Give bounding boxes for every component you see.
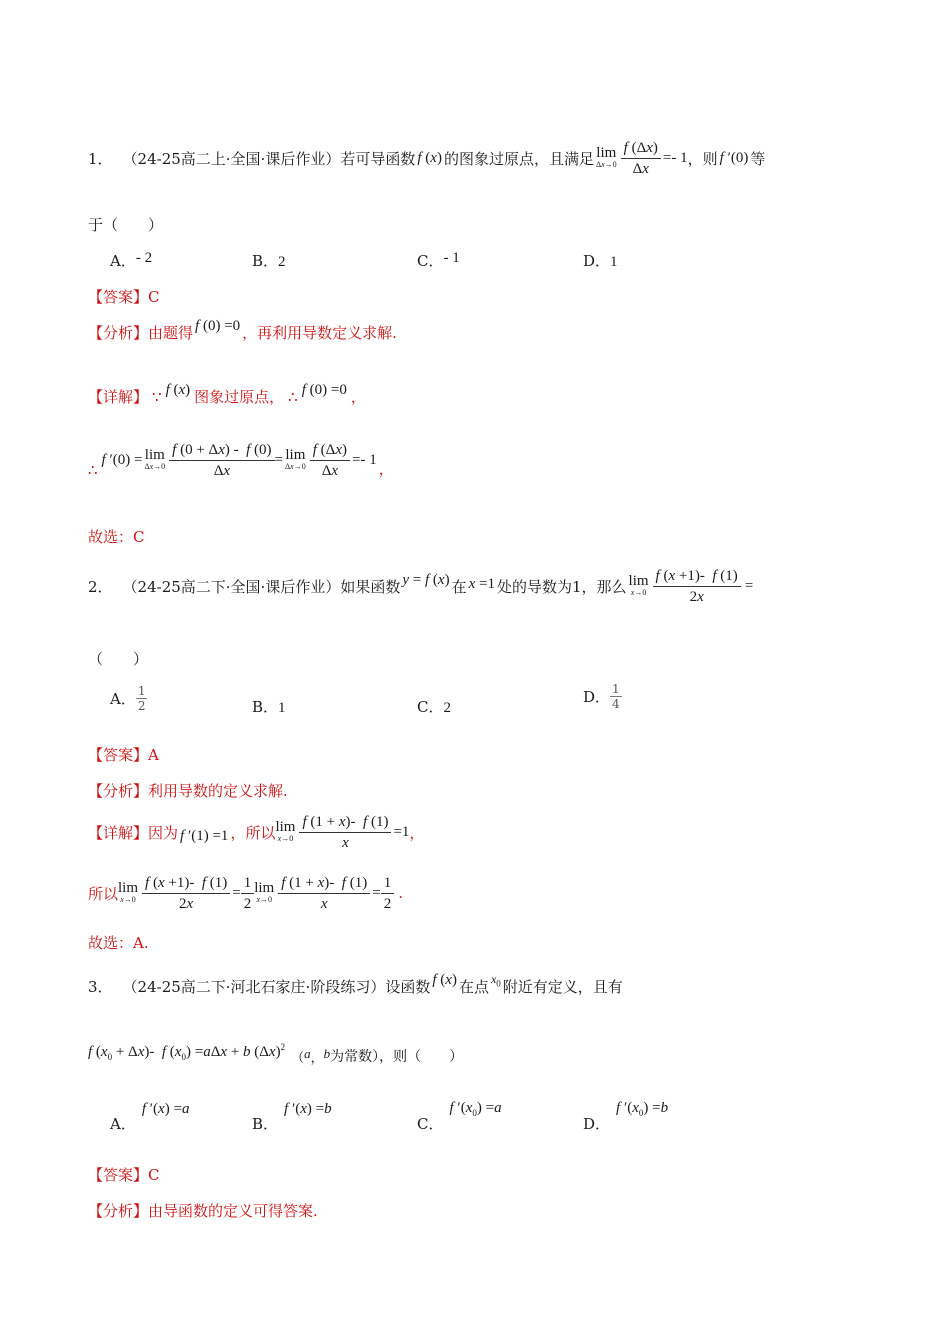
q3-option-c-formula: f $'(x_0) =a$	[449, 1100, 502, 1118]
q2-choose: 故选：A.	[88, 934, 149, 952]
q2-x-eq-1: x =1	[468, 575, 495, 592]
q1-fx-formula: f (x)	[417, 149, 442, 166]
q2-detail-limit: lim x→0 $\frac{f (1 + x)- f (1)}{x}$ =1	[275, 813, 410, 851]
q3-option-a: A． f ′(x) =a	[110, 1101, 190, 1133]
q3-stem: 3． （24-25高二下·河北石家庄·阶段练习） 设函数 f (x) 在点 $x_0$ 附近有定义，且有	[88, 971, 623, 996]
q2-derivation-formula: lim x→0 $\frac{f (x +1)- f (1)}{2x}$ = $\frac{1}{2}$ lim x→0 $\frac{f (1 + x)- f (1)}{x}$ = $\frac{1}{2}$	[118, 874, 394, 913]
q2-stem-line2: （ ）	[88, 650, 149, 668]
q2-option-a-fraction: $\frac{1}{2}$	[137, 684, 146, 713]
q1-stem-line2: 于（ ）	[88, 216, 164, 234]
q3-option-b-formula: f ′(x) =b	[284, 1101, 332, 1117]
q2-option-d: D． $\frac{1}{4}$	[583, 682, 620, 711]
q3-analysis: 【分析】由导函数的定义可得答案.	[88, 1202, 318, 1220]
q2-option-a: A． $\frac{1}{2}$	[110, 684, 146, 713]
q1-option-d: D．1	[583, 252, 618, 270]
q2-analysis: 【分析】利用导数的定义求解.	[88, 782, 288, 800]
q1-detail-f0: f (0) =0	[301, 382, 347, 398]
q1-stem: 1． （24-25高二上·全国·课后作业） 若可导函数 f (x) 的图象过原点，且满足 lim Δx→0 $\frac{f (\Delta x)}{\Delta x}$ =- 1 ，则 f ′(0) 等	[88, 139, 766, 177]
q2-detail-fprime1: f ′(1) =1	[180, 827, 229, 844]
q2-limit-formula: lim x→0 $\frac{f (x +1)- f (1)}{2x}$ =	[628, 567, 754, 605]
q2-answer: 【答案】A	[88, 746, 159, 764]
q1-answer: 【答案】C	[88, 288, 160, 306]
q1-detail-line2: ∴ f ′(0) = lim Δx→0 $\frac{f (0 + \Delta x) - f (0)}{\Delta x}$ = lim Δx→0 $\frac{f (\Delta x)}{\Delta x}$ =- 1 ，	[88, 441, 394, 479]
q3-option-d-formula: f $'(x_0) =b$	[616, 1100, 669, 1118]
q2-number: 2．	[88, 577, 113, 596]
q3-answer: 【答案】C	[88, 1166, 160, 1184]
q2-option-c: C．2	[417, 698, 451, 716]
q1-limit-formula: lim Δx→0 $\frac{f (\Delta x)}{\Delta x}$ =- 1	[595, 139, 688, 177]
q3-option-d: D． f $'(x_0) =b$	[583, 1100, 669, 1133]
q3-option-c: C． f $'(x_0) =a$	[417, 1100, 502, 1133]
q1-analysis: 【分析】 由题得 f (0) =0 ，再利用导数定义求解.	[88, 318, 397, 342]
q1-source: （24-25高二上·全国·课后作业）	[122, 149, 341, 168]
q1-detail: 【详解】 ∵ f (x) 图象过原点， ∴ f (0) =0 ，	[88, 382, 366, 406]
q2-detail-line2: 所以 lim x→0 $\frac{f (x +1)- f (1)}{2x}$ = $\frac{1}{2}$ lim x→0 $\frac{f (1 + x)- f (1)}{x}$ = $\frac{1}{2}$ .	[88, 874, 403, 912]
q2-option-d-fraction: $\frac{1}{4}$	[612, 682, 620, 711]
q2-detail: 【详解】 因为 f ′(1) =1 ，所以 lim x→0 $\frac{f (1 + x)- f (1)}{x}$ =1 ，	[88, 813, 425, 851]
q3-option-a-formula: f ′(x) =a	[141, 1101, 190, 1117]
q2-source: （24-25高二下·全国·课后作业）	[122, 577, 341, 596]
q1-detail-fx: f (x)	[165, 382, 191, 398]
q1-option-c: C．- 1	[417, 250, 460, 270]
q3-const-a: a	[304, 1046, 311, 1061]
q2-option-b: B．1	[252, 698, 286, 716]
q3-increment-formula: f $(x_0 + \Delta x)-$ f $(x_0) =a\Delta x + b$ $(\Delta x)^2$	[88, 1042, 286, 1062]
q1-option-a: A．- 2	[110, 250, 153, 270]
q1-derivation-formula: f ′(0) = lim Δx→0 $\frac{f (0 + \Delta x) - f (0)}{\Delta x}$ = lim Δx→0 $\frac{f (\Delta x)}{\Delta x}$ =- 1	[101, 441, 377, 479]
q3-fx-formula: f (x)	[432, 971, 457, 988]
q3-x0: $x_0$	[490, 971, 501, 989]
q1-number: 1．	[88, 149, 113, 168]
q3-const-b: b	[323, 1046, 331, 1061]
q1-choose: 故选：C	[88, 528, 145, 546]
q3-stem-line2: f $(x_0 + \Delta x)-$ f $(x_0) =a\Delta x + b$ $(\Delta x)^2$ （ a ， b 为常数），则（ ）	[88, 1042, 464, 1066]
q2-function-formula: y = f (x)	[402, 571, 450, 588]
q1-analysis-formula: f (0) =0	[195, 318, 241, 334]
q1-fprime0-formula: f ′(0)	[719, 149, 749, 166]
q3-number: 3．	[88, 977, 113, 996]
q3-source: （24-25高二下·河北石家庄·阶段练习）	[122, 977, 386, 996]
q1-option-b: B．2	[252, 252, 286, 270]
q2-stem: 2． （24-25高二下·全国·课后作业） 如果函数 y = f (x) 在 x =1 处的导数为1，那么 lim x→0 $\frac{f (x +1)- f (1)}{2x}$ =	[88, 567, 754, 605]
q3-option-b: B． f ′(x) =b	[252, 1101, 332, 1133]
